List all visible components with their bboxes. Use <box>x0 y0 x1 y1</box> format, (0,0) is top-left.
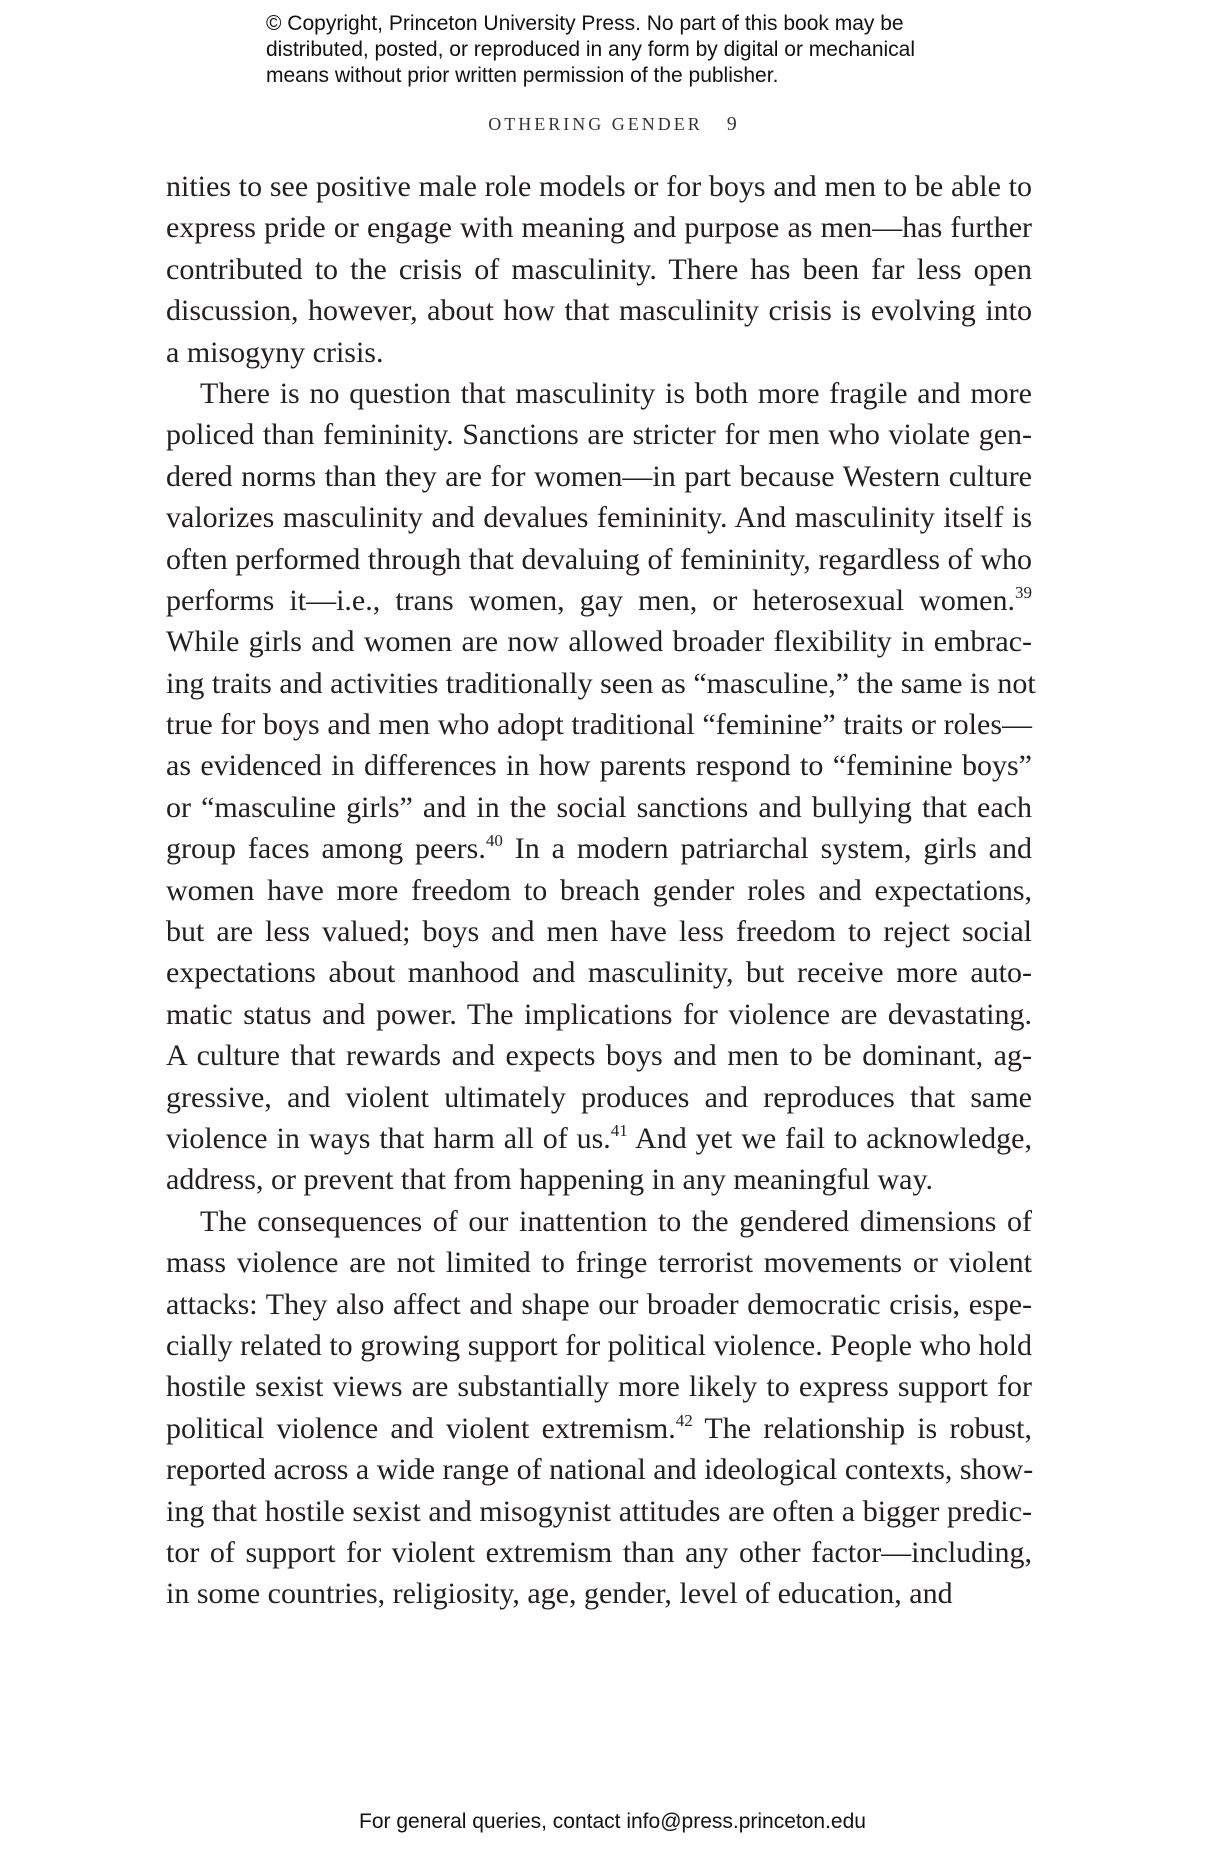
text-line <box>166 166 1032 207</box>
line-text: performs it—i.e., trans women, gay men, or heterosexual women. <box>166 583 1015 617</box>
text-line <box>166 1242 1032 1283</box>
line-text: attacks: They also affect and shape our broader democratic crisis, espe- <box>166 1287 1032 1321</box>
line-text: express pride or engage with meaning and purpose as men—has further <box>166 211 1032 245</box>
text-line <box>166 828 1032 869</box>
text-line <box>166 456 1032 497</box>
line-text: valorizes masculinity and devalues femininity. And masculinity itself is <box>166 501 1032 535</box>
line-text: nities to see positive male role models or for boys and men to be able to <box>166 170 1032 203</box>
text-line <box>166 621 1032 662</box>
line-text: There is no question that masculinity is both more fragile and more <box>200 376 1032 410</box>
line-text: dered norms than they are for women—in part because Western culture <box>166 459 1032 493</box>
line-text: women have more freedom to breach gender roles and expectations, <box>166 873 1032 907</box>
line-text: ing traits and activities traditionally seen as “masculine,” the same is not <box>166 666 1036 700</box>
text-line <box>166 1366 1032 1407</box>
footer-contact: For general queries, contact info@press.princeton.edu <box>359 1810 866 1833</box>
text-line <box>166 952 1032 993</box>
line-text: in some countries, religiosity, age, gender, level of education, and <box>166 1577 953 1611</box>
text-line <box>166 1077 1032 1118</box>
line-text: mass violence are not limited to fringe terrorist movements or violent <box>166 1246 1032 1280</box>
text-line <box>166 373 1032 414</box>
text-line <box>166 663 1036 704</box>
text-line <box>166 580 1032 621</box>
line-text: The consequences of our inattention to the gendered dimensions of <box>200 1204 1032 1238</box>
copyright-line: means without prior written permission of the publisher. <box>266 64 779 87</box>
text-line <box>166 1201 1032 1242</box>
line-text: tor of support for violent extremism than any other factor—including, <box>166 1535 1032 1569</box>
footnote-ref[interactable]: 41 <box>610 1120 628 1140</box>
line-text: policed than femininity. Sanctions are stricter for men who violate gen- <box>166 418 1032 452</box>
line-text: address, or prevent that from happening in any meaningful way. <box>166 1163 933 1197</box>
text-line <box>166 207 1032 248</box>
text-line <box>166 1284 1032 1325</box>
line-text-after: And yet we fail to acknowledge, <box>627 1121 1032 1155</box>
text-line <box>166 1325 1032 1366</box>
line-text: but are less valued; boys and men have less freedom to reject social <box>166 915 1032 949</box>
text-line <box>166 249 1032 290</box>
running-head-title: OTHERING GENDER <box>488 114 703 134</box>
text-line <box>166 911 1032 952</box>
text-line <box>166 1491 1032 1532</box>
copyright-line: distributed, posted, or reproduced in any form by digital or mechanical <box>266 38 916 61</box>
text-line <box>166 704 1032 745</box>
line-text-after: In a modern patriarchal system, girls and <box>502 832 1032 866</box>
text-line <box>166 870 1032 911</box>
line-text: violence in ways that harm all of us. <box>166 1121 611 1155</box>
line-text: hostile sexist views are substantially more likely to express support for <box>166 1370 1032 1404</box>
line-text: gressive, and violent ultimately produces and reproduces that same <box>166 1080 1032 1114</box>
text-line <box>166 332 1032 373</box>
line-text: reported across a wide range of national and ideological contexts, show- <box>166 1453 1034 1487</box>
copyright-line: © Copyright, Princeton University Press. No part of this book may be <box>266 12 904 35</box>
text-line <box>166 539 1032 580</box>
text-line <box>166 1035 1032 1076</box>
footnote-ref[interactable]: 39 <box>1015 582 1032 602</box>
text-line <box>166 1573 1032 1614</box>
line-text: group faces among peers. <box>166 832 486 866</box>
line-text: expectations about manhood and masculinity, but receive more auto- <box>166 956 1032 990</box>
text-line <box>166 1408 1032 1449</box>
text-line <box>166 1118 1032 1159</box>
page-number: 9 <box>726 113 737 135</box>
line-text: ing that hostile sexist and misogynist attitudes are often a bigger predic- <box>166 1494 1032 1528</box>
line-text: true for boys and men who adopt traditional “feminine” traits or roles— <box>166 708 1032 742</box>
line-text: matic status and power. The implications for violence are devastating. <box>166 997 1032 1031</box>
text-line <box>166 994 1032 1035</box>
line-text: a misogyny crisis. <box>166 335 384 369</box>
body-text <box>166 166 1036 1615</box>
footnote-ref[interactable]: 40 <box>485 831 503 851</box>
line-text-after: The relationship is robust, <box>692 1411 1032 1445</box>
text-line <box>166 1532 1032 1573</box>
text-line <box>166 1159 1032 1200</box>
line-text: While girls and women are now allowed broader flexibility in embrac- <box>166 625 1032 659</box>
text-line <box>166 497 1032 538</box>
text-line <box>166 290 1032 331</box>
running-head <box>0 113 1225 136</box>
text-line <box>166 745 1032 786</box>
line-text: often performed through that devaluing of femininity, regardless of who <box>166 542 1032 576</box>
line-text: A culture that rewards and expects boys and men to be dominant, ag- <box>166 1039 1032 1073</box>
line-text: or “masculine girls” and in the social sanctions and bullying that each <box>166 790 1032 824</box>
line-text: political violence and violent extremism. <box>166 1411 676 1445</box>
text-line <box>166 414 1032 455</box>
copyright-notice <box>266 11 1026 89</box>
text-line <box>166 787 1032 828</box>
line-text: as evidenced in differences in how parents respond to “feminine boys” <box>166 749 1032 783</box>
line-text: contributed to the crisis of masculinity. There has been far less open <box>166 252 1032 286</box>
footnote-ref[interactable]: 42 <box>675 1410 693 1430</box>
line-text: discussion, however, about how that masculinity crisis is evolving into <box>166 294 1032 328</box>
line-text: cially related to growing support for political violence. People who hold <box>166 1328 1032 1362</box>
text-line <box>166 1449 1032 1490</box>
